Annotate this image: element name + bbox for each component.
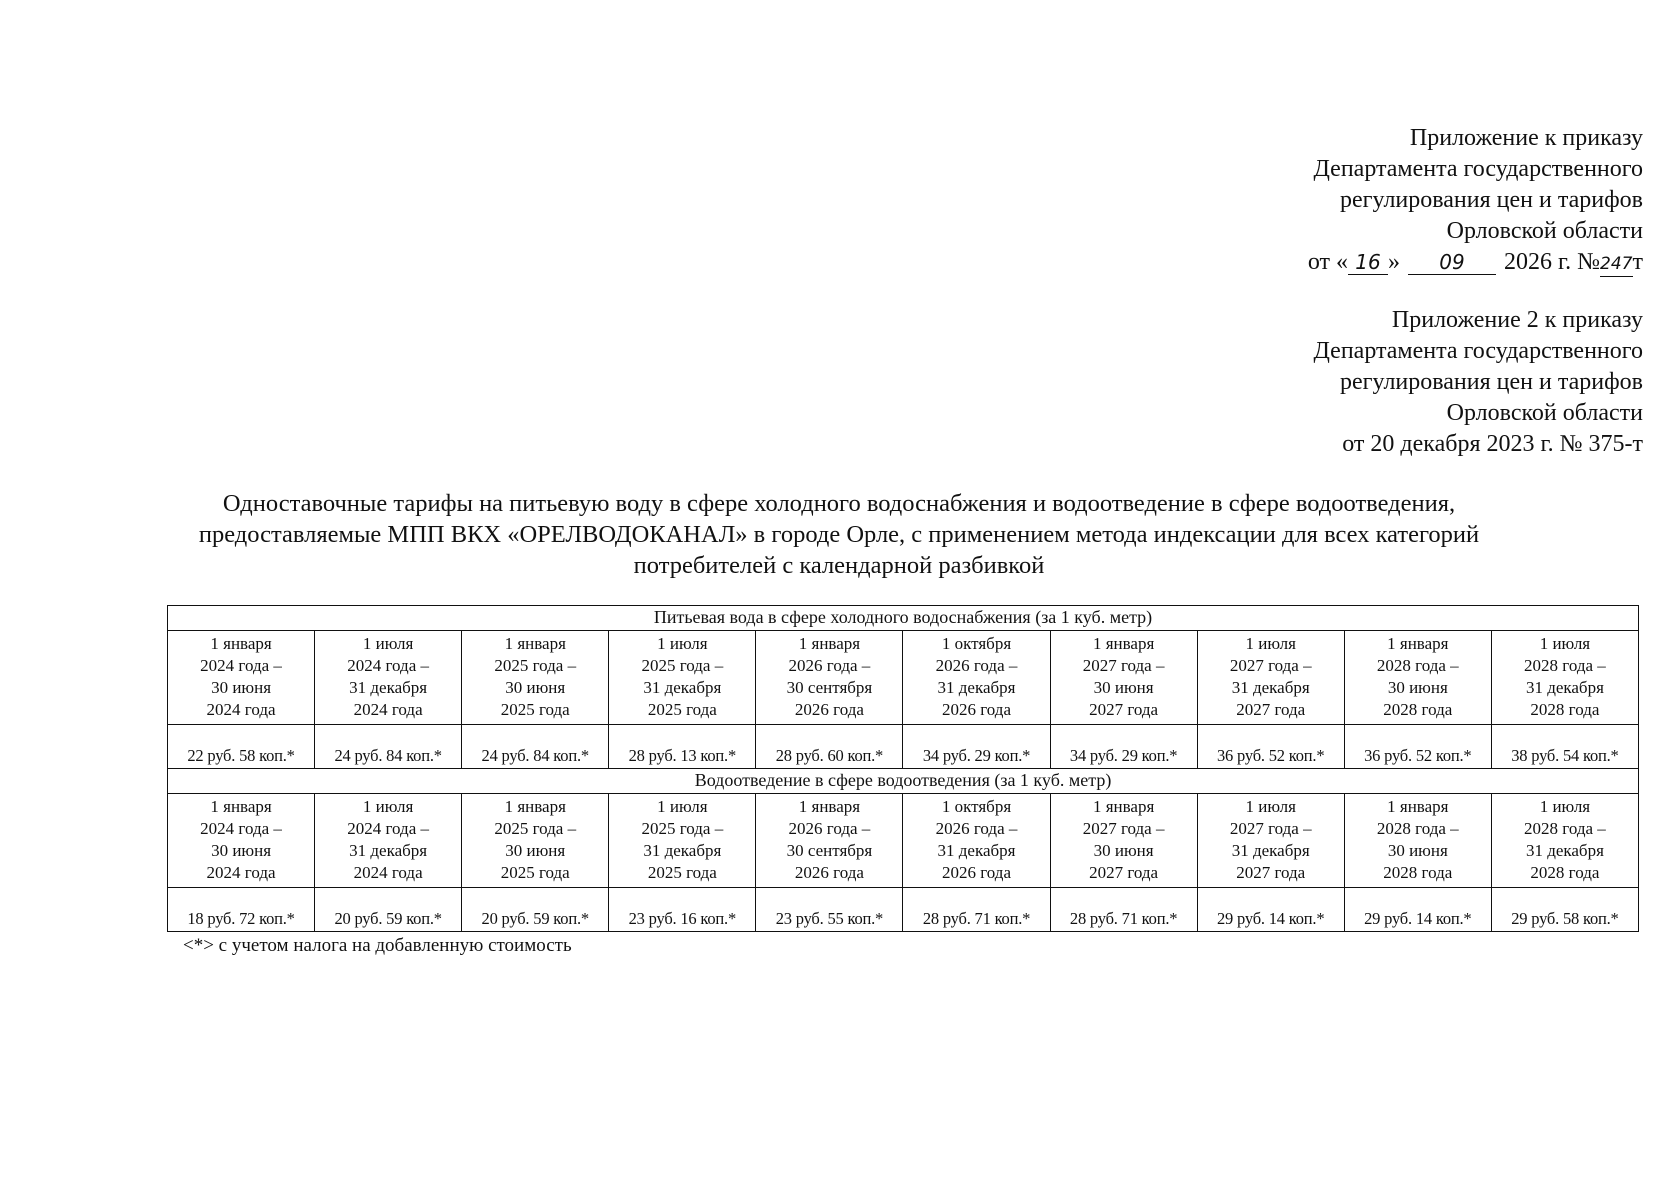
period-line: 1 июля <box>1245 634 1296 653</box>
period-line: 1 января <box>1387 634 1449 653</box>
period-line: 31 декабря <box>1525 841 1604 860</box>
period-line: 2027 года – <box>1082 819 1165 838</box>
price-cell: 29 руб. 58 коп.* <box>1491 888 1638 932</box>
price-cell: 36 руб. 52 коп.* <box>1344 725 1491 769</box>
period-line: 30 июня <box>1387 841 1448 860</box>
price-cell: 20 руб. 59 коп.* <box>462 888 609 932</box>
period-line: 2028 года – <box>1524 656 1606 675</box>
period-line: 2024 года – <box>347 819 430 838</box>
period-line: 31 декабря <box>643 678 722 697</box>
period-line: 2026 года <box>942 863 1012 882</box>
period-line: 2028 года – <box>1376 819 1459 838</box>
period-cell <box>168 794 315 888</box>
period-cell <box>903 794 1050 888</box>
period-line: 2027 года – <box>1082 656 1165 675</box>
title-line: предоставляемые МПП ВКХ «ОРЕЛВОДОКАНАЛ» в городе Орле, с применением метода индексации для всех категорий <box>198 521 1480 548</box>
period-line: 1 июля <box>1539 634 1591 653</box>
period-line: 1 января <box>1092 797 1155 816</box>
period-line: 30 июня <box>505 678 566 697</box>
period-cell <box>1344 794 1491 888</box>
price-cell: 34 руб. 29 коп.* <box>903 725 1050 769</box>
period-line: 2027 года – <box>1229 819 1312 838</box>
period-line: 30 июня <box>505 841 566 860</box>
period-line: 1 января <box>504 634 566 653</box>
period-line: 30 июня <box>1093 841 1154 860</box>
appendix-header-line: Орловской области <box>1446 218 1643 244</box>
price-cell: 28 руб. 13 коп.* <box>609 725 756 769</box>
period-line: 2026 года – <box>935 819 1018 838</box>
period-cell <box>315 631 462 725</box>
period-line: 2027 года <box>1089 700 1159 719</box>
handwritten-day: 16 <box>1348 250 1388 275</box>
period-line: 2026 года <box>794 863 864 882</box>
period-line: 1 октября <box>941 634 1012 653</box>
period-line: 2026 года <box>794 700 864 719</box>
period-cell <box>903 631 1050 725</box>
section-header: Питьевая вода в сфере холодного водоснабжения (за 1 куб. метр) <box>168 606 1639 631</box>
appendix-header-line: регулирования цен и тарифов <box>1340 187 1643 213</box>
period-line: 2028 года <box>1530 863 1600 882</box>
period-cell <box>1197 794 1344 888</box>
section-header-row <box>168 769 1639 794</box>
period-line: 1 января <box>798 634 861 653</box>
period-line: 2026 года – <box>788 656 871 675</box>
period-line: 1 января <box>1387 797 1449 816</box>
period-cell <box>756 794 903 888</box>
period-line: 2027 года <box>1236 700 1306 719</box>
price-cell: 24 руб. 84 коп.* <box>462 725 609 769</box>
period-line: 1 июля <box>657 797 708 816</box>
period-line: 1 июля <box>1245 797 1296 816</box>
period-line: 1 января <box>210 797 272 816</box>
handwritten-month: 09 <box>1408 250 1496 275</box>
period-line: 1 января <box>798 797 861 816</box>
price-cell: 18 руб. 72 коп.* <box>168 888 315 932</box>
period-line: 1 января <box>210 634 272 653</box>
price-row <box>168 888 1639 932</box>
period-cell <box>315 794 462 888</box>
appendix-2-header-line: Департамента государственного <box>1313 338 1643 364</box>
section-header-row <box>168 606 1639 631</box>
period-line: 2024 года – <box>347 656 430 675</box>
tariff-table <box>167 605 1639 932</box>
price-cell: 24 руб. 84 коп.* <box>315 725 462 769</box>
period-line: 31 декабря <box>1231 841 1310 860</box>
period-line: 2028 года <box>1383 700 1453 719</box>
period-line: 30 сентября <box>786 678 873 697</box>
period-cell <box>462 794 609 888</box>
period-line: 2026 года – <box>935 656 1018 675</box>
price-cell: 36 руб. 52 коп.* <box>1197 725 1344 769</box>
period-line: 1 января <box>504 797 566 816</box>
period-cell <box>609 631 756 725</box>
period-line: 1 января <box>1092 634 1155 653</box>
period-cell <box>462 631 609 725</box>
period-line: 30 июня <box>1093 678 1154 697</box>
price-cell: 22 руб. 58 коп.* <box>168 725 315 769</box>
appendix-2-header-line: Приложение 2 к приказу <box>1391 307 1643 333</box>
period-line: 2024 года <box>353 863 423 882</box>
period-line: 1 июля <box>362 797 414 816</box>
handwritten-order-number: 247 <box>1600 252 1632 277</box>
period-cell <box>1050 631 1197 725</box>
period-line: 30 июня <box>211 841 272 860</box>
price-cell: 23 руб. 55 коп.* <box>756 888 903 932</box>
period-line: 2024 года <box>206 863 276 882</box>
period-line: 2027 года – <box>1229 656 1312 675</box>
period-line: 2024 года – <box>200 819 282 838</box>
period-line: 2028 года <box>1530 700 1600 719</box>
period-line: 31 декабря <box>349 678 428 697</box>
period-row <box>168 794 1639 888</box>
section-header: Водоотведение в сфере водоотведения (за 1 куб. метр) <box>168 769 1639 794</box>
period-line: 2028 года <box>1383 863 1453 882</box>
period-line: 1 июля <box>657 634 708 653</box>
price-cell: 29 руб. 14 коп.* <box>1344 888 1491 932</box>
date-quote-close: » <box>1388 249 1400 275</box>
period-line: 1 июля <box>1539 797 1591 816</box>
title-line: потребителей с календарной разбивкой <box>633 552 1045 579</box>
year-text: 2026 г. № <box>1504 249 1601 275</box>
period-cell <box>1491 794 1638 888</box>
period-line: 31 декабря <box>937 841 1016 860</box>
order-number-suffix: т <box>1632 249 1643 275</box>
document-title <box>0 488 1678 581</box>
appendix-2-header-line: регулирования цен и тарифов <box>1340 369 1643 395</box>
price-row <box>168 725 1639 769</box>
period-line: 1 июля <box>362 634 414 653</box>
price-cell: 29 руб. 14 коп.* <box>1197 888 1344 932</box>
period-line: 2025 года – <box>494 656 577 675</box>
period-line: 31 декабря <box>1525 678 1604 697</box>
period-line: 2025 года – <box>641 656 724 675</box>
price-cell: 28 руб. 60 коп.* <box>756 725 903 769</box>
price-cell: 34 руб. 29 коп.* <box>1050 725 1197 769</box>
period-cell <box>1050 794 1197 888</box>
date-prefix: от « <box>1307 249 1348 275</box>
period-line: 2026 года <box>942 700 1012 719</box>
appendix-2-header-line: от 20 декабря 2023 г. № 375-т <box>1342 431 1643 457</box>
period-line: 2027 года <box>1236 863 1306 882</box>
period-cell <box>168 631 315 725</box>
period-line: 2025 года <box>500 863 570 882</box>
period-line: 2028 года – <box>1524 819 1606 838</box>
period-line: 2025 года <box>500 700 570 719</box>
footnote: <*> с учетом налога на добавленную стоимость <box>183 935 572 956</box>
appendix-2-header <box>1314 305 1644 460</box>
period-cell <box>609 794 756 888</box>
period-cell <box>756 631 903 725</box>
period-line: 2026 года – <box>788 819 871 838</box>
period-line: 2025 года <box>647 863 717 882</box>
period-cell <box>1344 631 1491 725</box>
appendix-header <box>1308 123 1643 278</box>
period-line: 30 июня <box>1387 678 1448 697</box>
period-line: 2025 года – <box>494 819 577 838</box>
order-date-line <box>1308 247 1643 278</box>
period-line: 2025 года <box>647 700 717 719</box>
period-line: 31 декабря <box>643 841 722 860</box>
period-line: 1 октября <box>941 797 1012 816</box>
period-line: 31 декабря <box>349 841 428 860</box>
appendix-header-line: Приложение к приказу <box>1409 125 1643 151</box>
period-cell <box>1491 631 1638 725</box>
period-line: 30 июня <box>211 678 272 697</box>
period-line: 2027 года <box>1089 863 1159 882</box>
period-line: 30 сентября <box>786 841 873 860</box>
period-row <box>168 631 1639 725</box>
period-line: 2024 года <box>206 700 276 719</box>
period-line: 2025 года – <box>641 819 724 838</box>
price-cell: 20 руб. 59 коп.* <box>315 888 462 932</box>
price-cell: 38 руб. 54 коп.* <box>1491 725 1638 769</box>
period-cell <box>1197 631 1344 725</box>
period-line: 2024 года – <box>200 656 282 675</box>
price-cell: 28 руб. 71 коп.* <box>903 888 1050 932</box>
period-line: 31 декабря <box>937 678 1016 697</box>
appendix-header-line: Департамента государственного <box>1313 156 1643 182</box>
period-line: 2028 года – <box>1376 656 1459 675</box>
title-line: Одноставочные тарифы на питьевую воду в сфере холодного водоснабжения и водоотведение в сфере водоотведения, <box>222 490 1456 517</box>
price-cell: 28 руб. 71 коп.* <box>1050 888 1197 932</box>
period-line: 2024 года <box>353 700 423 719</box>
price-cell: 23 руб. 16 коп.* <box>609 888 756 932</box>
appendix-2-header-line: Орловской области <box>1446 400 1643 426</box>
period-line: 31 декабря <box>1231 678 1310 697</box>
